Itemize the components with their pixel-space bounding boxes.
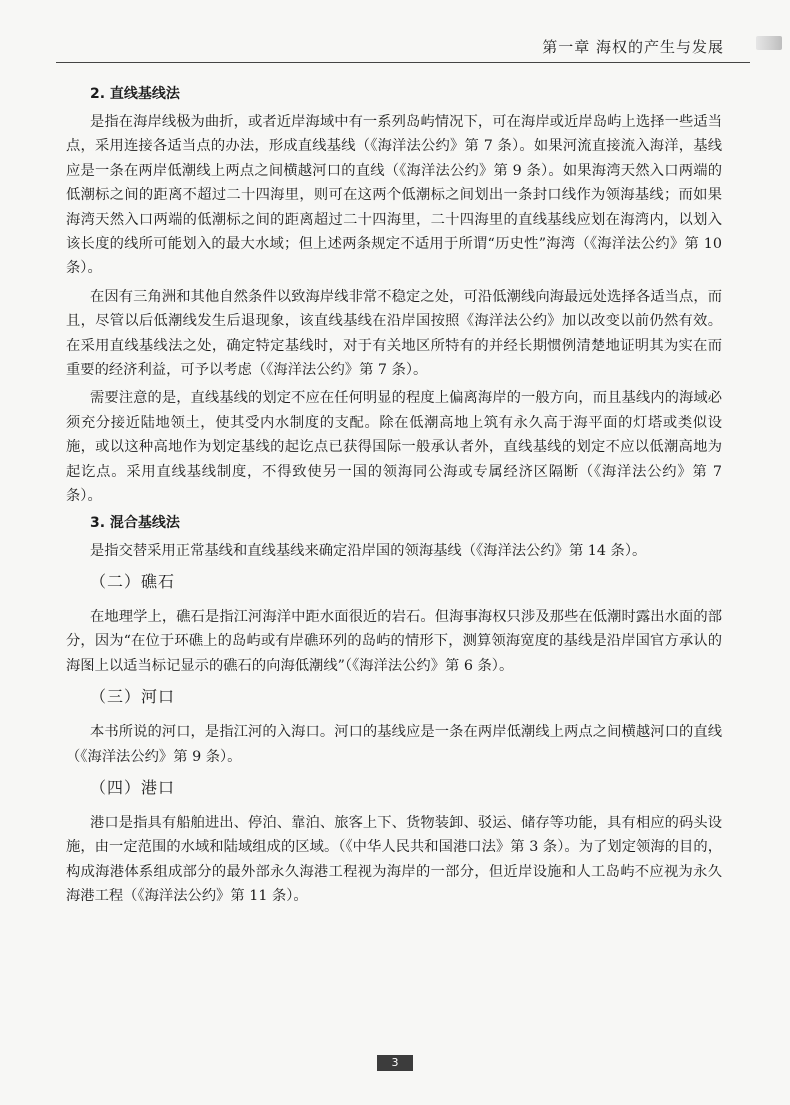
paragraph: 需要注意的是，直线基线的划定不应在任何明显的程度上偏离海岸的一般方向，而且基线内的海域必须充分接近陆地领土，使其受内水制度的支配。除在低潮高地上筑有永久高于海平面的灯塔或类似设施，或以这种高地作为划定基线的起讫点已获得国际一般承认者外，直线基线的划定不应以低潮高地为起讫点。采用直线基线制度，不得致使另一国的领海同公海或专属经济区隔断（《海洋法公约》第 7 条）。 xyxy=(66,390,722,505)
paragraph: 是指在海岸线极为曲折，或者近岸海域中有一系列岛屿情况下，可在海岸或近岸岛屿上选择一些适当点，采用连接各适当点的办法，形成直线基线（《海洋法公约》第 7 条）。如果河流直接流入海洋，基线应是一条在两岸低潮线上两点之间横越河口的直线（《海洋法公约》第 9 条）。如果海湾天然入口两端的低潮标之间的距离不超过二十四海里，则可在这两个低潮标之间划出一条封口线作为领海基线；而如果海湾天然入口两端的低潮标之间的距离超过二十四海里，二十四海里的直线基线应划在海湾内，以划入该长度的线所可能划入的最大水域；但上述两条规定不适用于所谓“历史性”海湾（《海洋法公约》第 10 条）。 xyxy=(66,114,722,277)
heading-reef: （二）礁石 xyxy=(90,571,176,591)
header-rule xyxy=(56,62,750,63)
chapter-title: 第一章 海权的产生与发展 xyxy=(542,38,724,56)
page-number: 3 xyxy=(377,1055,413,1071)
heading-straight-baseline: 2. 直线基线法 xyxy=(90,86,180,102)
page-body xyxy=(66,84,722,913)
paragraph: 在地理学上，礁石是指江河海洋中距水面很近的岩石。但海事海权只涉及那些在低潮时露出水面的部分，因为“在位于环礁上的岛屿或有岸礁环列的岛屿的情形下，测算领海宽度的基线是沿岸国官方承认的海图上以适当标记显示的礁石的向海低潮线”（《海洋法公约》第 6 条）。 xyxy=(66,608,722,674)
running-header xyxy=(0,30,790,64)
paragraph: 港口是指具有船舶进出、停泊、靠泊、旅客上下、货物装卸、驳运、储存等功能，具有相应的码头设施，由一定范围的水域和陆域组成的区域。（《中华人民共和国港口法》第 3 条）。为了划定领海的目的，构成海港体系组成部分的最外部永久海港工程视为海岸的一部分，但近岸设施和人工岛屿不应视为永久海港工程（《海洋法公约》第 11 条）。 xyxy=(66,814,722,905)
paragraph: 是指交替采用正常基线和直线基线来确定沿岸国的领海基线（《海洋法公约》第 14 条）。 xyxy=(90,542,647,559)
paragraph: 在因有三角洲和其他自然条件以致海岸线非常不稳定之处，可沿低潮线向海最远处选择各适当点，而且，尽管以后低潮线发生后退现象，该直线基线在沿岸国按照《海洋法公约》加以改变以前仍然有效。在采用直线基线法之处，确定特定基线时，对于有关地区所特有的并经长期惯例清楚地证明其为实在而重要的经济利益，可予以考虑（《海洋法公约》第 7 条）。 xyxy=(66,288,722,379)
heading-estuary: （三）河口 xyxy=(90,687,176,707)
header-decoration xyxy=(756,36,782,50)
paragraph: 本书所说的河口，是指江河的入海口。河口的基线应是一条在两岸低潮线上两点之间横越河口的直线（《海洋法公约》第 9 条）。 xyxy=(66,724,722,765)
heading-port: （四）港口 xyxy=(90,777,176,797)
heading-mixed-baseline: 3. 混合基线法 xyxy=(90,514,180,531)
